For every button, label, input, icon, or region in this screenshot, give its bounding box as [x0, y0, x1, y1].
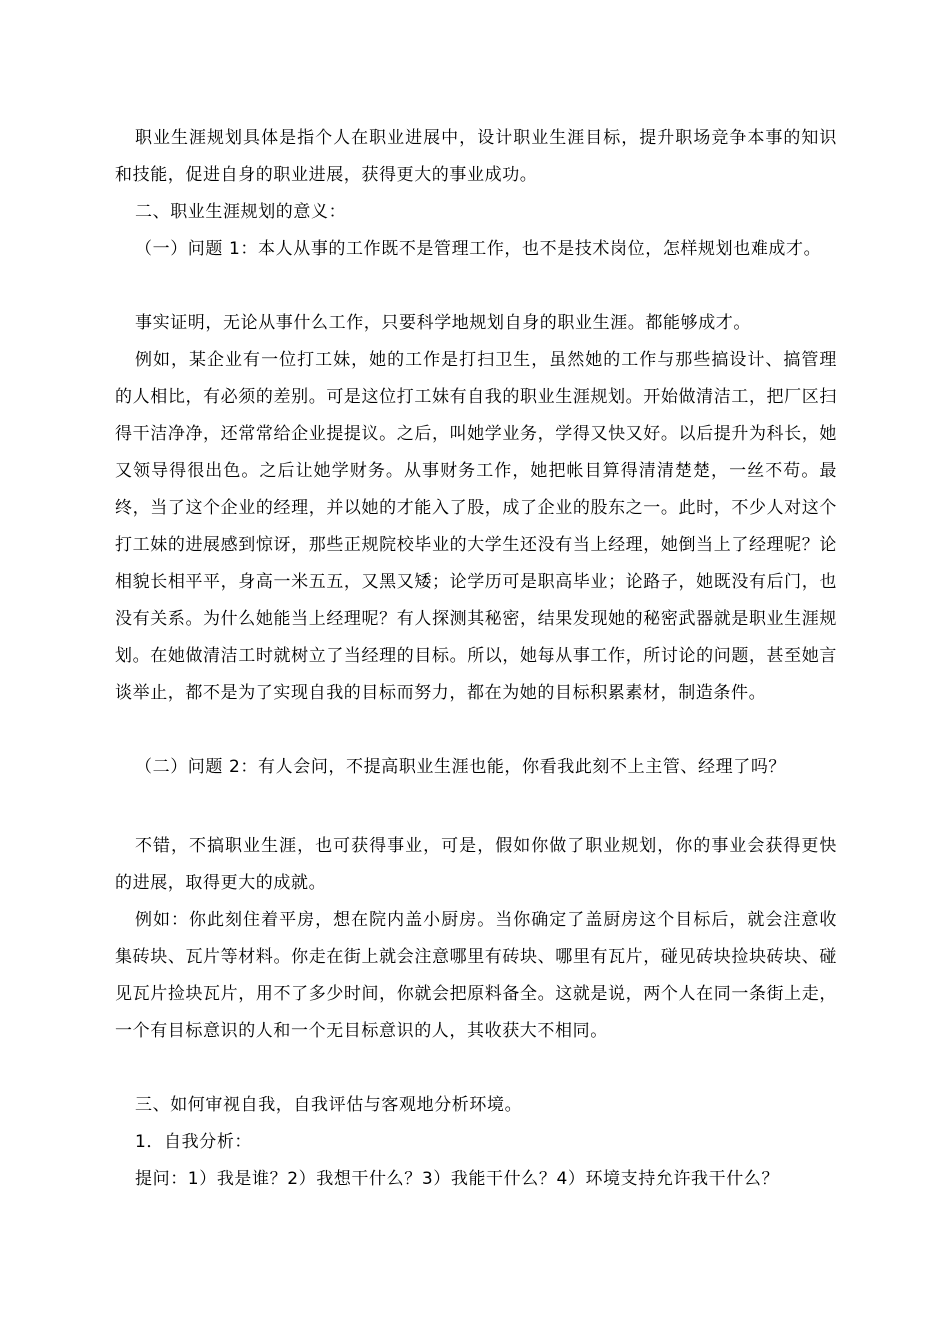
heading-section-two: 二、职业生涯规划的意义： — [135, 202, 347, 222]
paragraph-example-kitchen: 例如：你此刻住着平房，想在院内盖小厨房。当你确定了盖厨房这个目标后，就会注意收集砖块、瓦片等材料。你走在街上就会注意哪里有砖块、哪里有瓦片，碰见砖块捡块砖块、碰见瓦片捡块瓦片，用不了多少时间，你就会把原料备全。这就是说，两个人在同一条街上走，一个有目标意识的人和一个无目标意识的人，其收获大不相同。 — [115, 910, 837, 1041]
paragraph-example-worker: 例如，某企业有一位打工妹，她的工作是打扫卫生，虽然她的工作与那些搞设计、搞管理的人相比，有必须的差别。可是这位打工妹有自我的职业生涯规划。开始做清洁工，把厂区扫得干洁净净，还常常给企业提提议。之后，叫她学业务，学得又快又好。以后提升为科长，她又领导得很出色。之后让她学财务。从事财务工作，她把帐目算得清清楚楚，一丝不苟。最终，当了这个企业的经理，并以她的才能入了股，成了企业的股东之一。此时，不少人对这个打工妹的进展感到惊讶，那些正规院校毕业的大学生还没有当上经理，她倒当上了经理呢？论相貌长相平平，身高一米五五，又黑又矮；论学历可是职高毕业；论路子，她既没有后门，也没有关系。为什么她能当上经理呢？有人探测其秘密，结果发现她的秘密武器就是职业生涯规划。在她做清洁工时就树立了当经理的目标。所以，她每从事工作，所讨论的问题，甚至她言谈举止，都不是为了实现自我的目标而努力，都在为她的目标积累素材，制造条件。 — [115, 350, 837, 703]
paragraph-question-two: （二）问题 2：有人会问，不提高职业生涯也能，你看我此刻不上主管、经理了吗？ — [135, 757, 787, 777]
heading-section-three: 三、如何审视自我，自我评估与客观地分析环境。 — [135, 1095, 523, 1115]
paragraph-question-one: （一）问题 1：本人从事的工作既不是管理工作，也不是技术岗位，怎样规划也难成才。 — [135, 239, 822, 259]
paragraph-career-planning-definition: 职业生涯规划具体是指个人在职业进展中，设计职业生涯目标，提升职场竞争本事的知识和技能，促进自身的职业进展，获得更大的事业成功。 — [115, 128, 837, 185]
paragraph-questions-list: 提问：1）我是谁？2）我想干什么？3）我能干什么？4）环境支持允许我干什么？ — [135, 1169, 780, 1189]
paragraph-fact-proof: 事实证明，无论从事什么工作，只要科学地规划自身的职业生涯。都能够成才。 — [135, 313, 751, 333]
heading-self-analysis: 1．自我分析： — [135, 1132, 253, 1152]
paragraph-answer-two: 不错，不搞职业生涯，也可获得事业，可是，假如你做了职业规划，你的事业会获得更快的进展，取得更大的成就。 — [115, 836, 837, 893]
